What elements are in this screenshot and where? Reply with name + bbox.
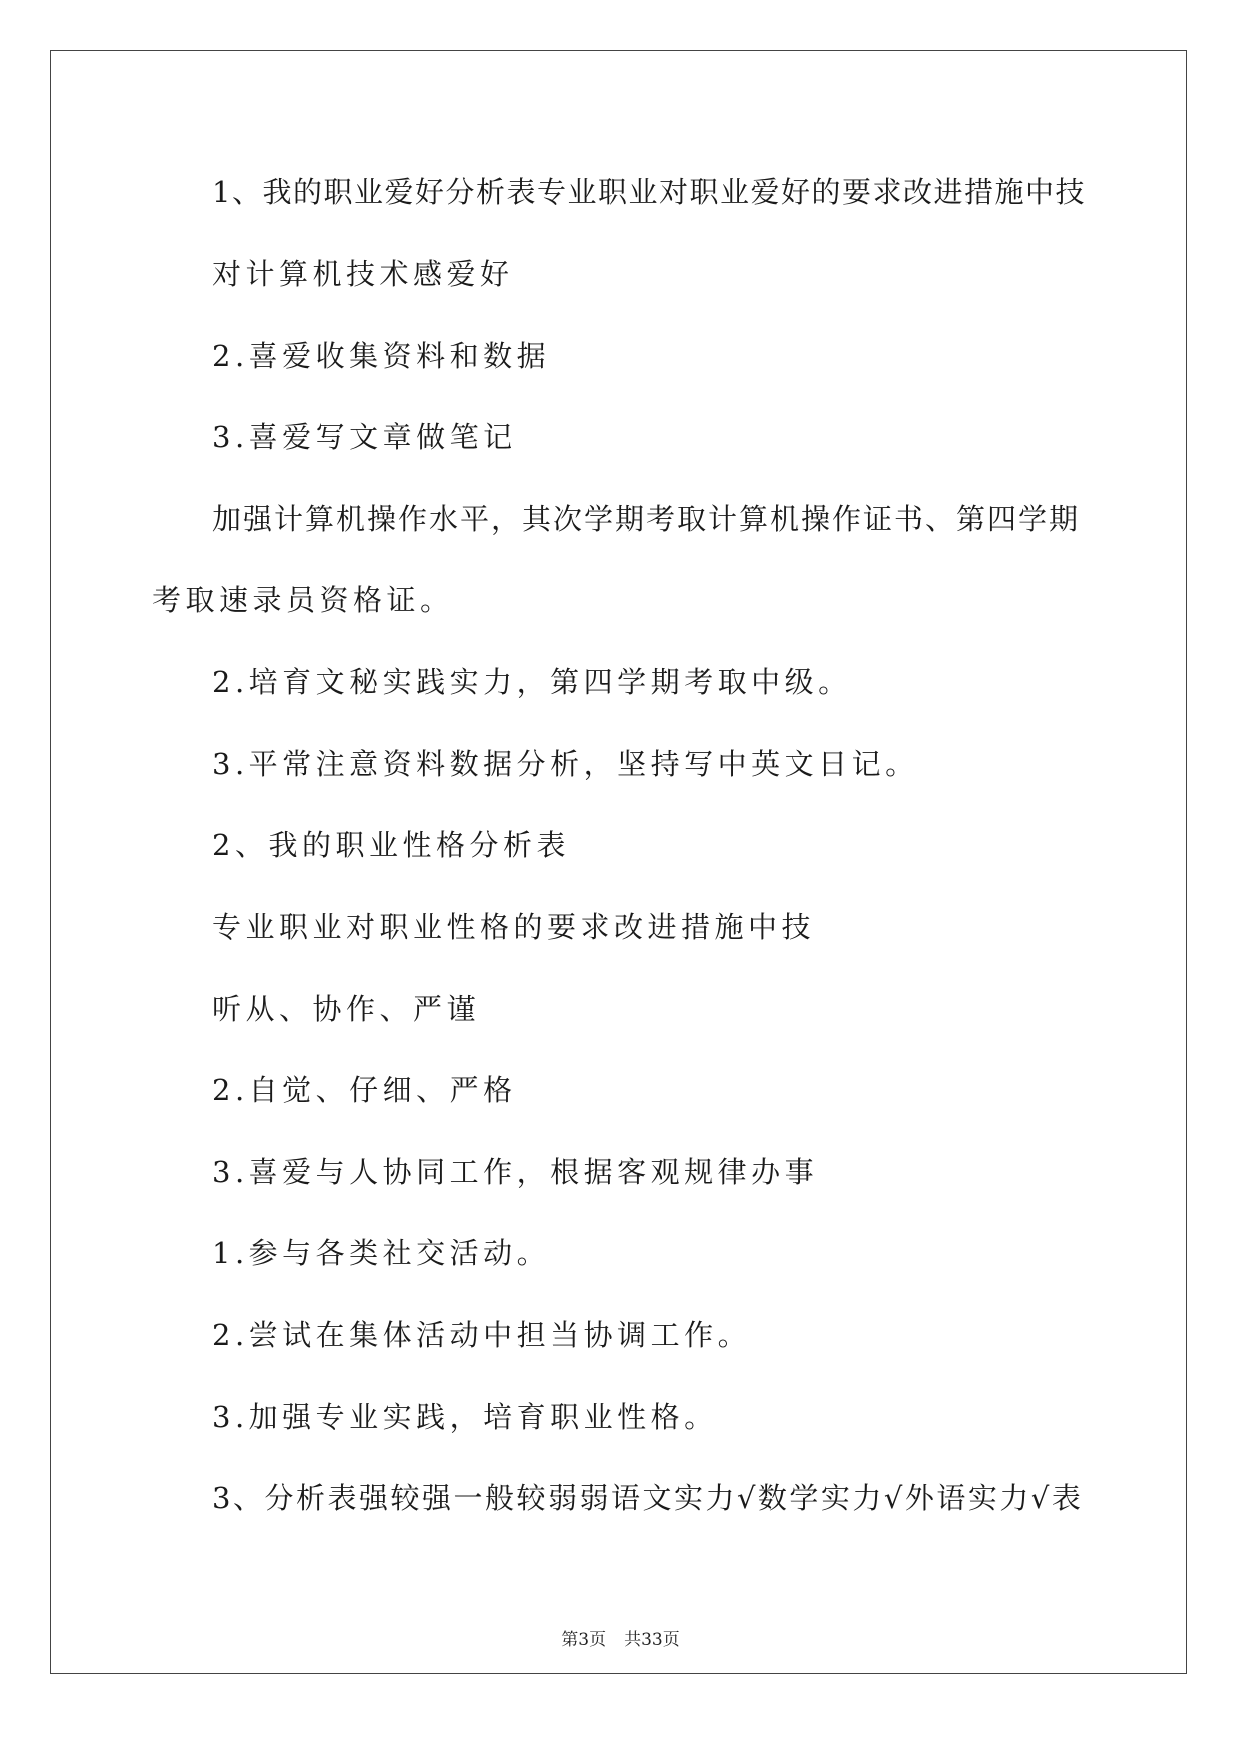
paragraph-7: 2.培育文秘实践实力，第四学期考取中级。 (212, 665, 852, 699)
paragraph-9: 2、我的职业性格分析表 (212, 828, 570, 862)
paragraph-3: 2.喜爱收集资料和数据 (212, 339, 551, 373)
page-total: 共33页 (624, 1630, 680, 1650)
paragraph-5: 加强计算机操作水平，其次学期考取计算机操作证书、第四学期 (212, 502, 1081, 536)
page-footer (0, 1625, 1241, 1650)
paragraph-6: 考取速录员资格证。 (152, 583, 454, 617)
paragraph-1: 1、我的职业爱好分析表专业职业对职业爱好的要求改进措施中技 (212, 175, 1086, 209)
page-number: 第3页 (561, 1630, 607, 1650)
paragraph-4: 3.喜爱写文章做笔记 (212, 420, 517, 454)
paragraph-13: 3.喜爱与人协同工作，根据客观规律办事 (212, 1155, 819, 1189)
paragraph-2: 对计算机技术感爱好 (212, 257, 514, 291)
paragraph-15: 2.尝试在集体活动中担当协调工作。 (212, 1318, 752, 1352)
paragraph-8: 3.平常注意资料数据分析，坚持写中英文日记。 (212, 747, 919, 781)
paragraph-17: 3、分析表强较强一般较弱弱语文实力√数学实力√外语实力√表 (212, 1481, 1084, 1515)
paragraph-16: 3.加强专业实践，培育职业性格。 (212, 1400, 718, 1434)
paragraph-11: 听从、协作、严谨 (212, 992, 481, 1026)
paragraph-12: 2.自觉、仔细、严格 (212, 1073, 517, 1107)
paragraph-14: 1.参与各类社交活动。 (212, 1236, 551, 1270)
paragraph-10: 专业职业对职业性格的要求改进措施中技 (212, 910, 816, 944)
